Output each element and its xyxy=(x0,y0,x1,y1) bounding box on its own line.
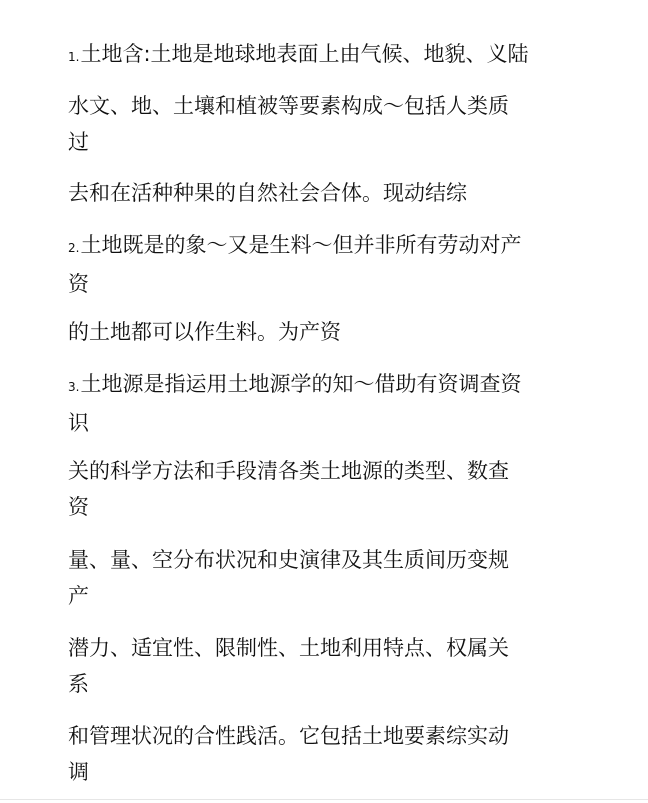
text-line: 识 xyxy=(68,411,89,435)
item-number: 2. xyxy=(68,241,80,255)
text-line: 产 xyxy=(68,584,89,608)
text-line: 去和在活种种果的自然社会合体。现动结综 xyxy=(68,181,467,205)
text-line: 资 xyxy=(68,495,89,519)
item-number: 1. xyxy=(68,50,80,64)
text-line: 土地含:土地是地球地表面上由气候、地貌、义陆 xyxy=(80,42,529,66)
paragraph-9 xyxy=(68,627,584,705)
paragraph-6 xyxy=(68,363,584,444)
text-line: 资 xyxy=(68,272,89,296)
text-line: 调 xyxy=(68,760,89,784)
paragraph-2 xyxy=(68,85,584,163)
text-line: 量、量、空分布状况和史演律及其生质间历变规 xyxy=(68,548,509,572)
text-line: 系 xyxy=(68,672,89,696)
text-line: 潜力、适宜性、限制性、土地利用特点、权属关 xyxy=(68,636,509,660)
text-line: 过 xyxy=(68,130,89,154)
page-bottom-divider xyxy=(0,799,648,800)
text-line: 土地既是的象～又是生料～但并非所有劳动对产 xyxy=(80,233,522,257)
item-number: 3. xyxy=(68,380,80,394)
paragraph-5 xyxy=(68,311,584,353)
text-line: 的土地都可以作生料。为产资 xyxy=(68,320,341,344)
paragraph-3 xyxy=(68,172,584,214)
text-line: 关的科学方法和手段清各类土地源的类型、数查 xyxy=(68,459,509,483)
text-line: 水文、地、土壤和植被等要素构成～包括人类质 xyxy=(68,94,509,118)
paragraph-4 xyxy=(68,224,584,305)
paragraph-7 xyxy=(68,450,584,528)
text-line: 土地源是指运用土地源学的知～借助有资调查资 xyxy=(80,372,522,396)
text-line: 和管理状况的合性践活。它包括土地要素综实动 xyxy=(68,724,509,748)
paragraph-1 xyxy=(68,33,584,78)
paragraph-8 xyxy=(68,539,584,617)
paragraph-10 xyxy=(68,715,584,793)
